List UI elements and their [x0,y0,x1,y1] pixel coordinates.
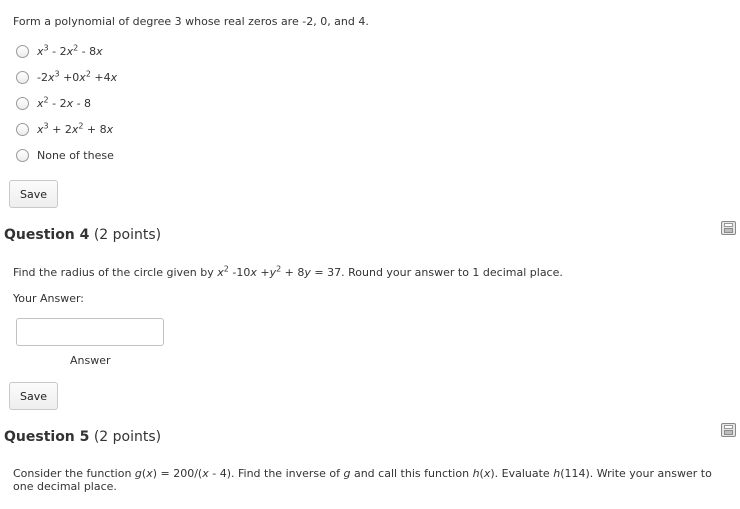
radio-button[interactable] [16,123,29,136]
radio-button[interactable] [16,97,29,110]
radio-button[interactable] [16,45,29,58]
answer-caption: Answer [70,354,111,367]
q3-option-4-label: $x^3 + 2x^2 + 8x$ [37,120,114,136]
q3-option-3[interactable] [16,94,91,112]
radio-button[interactable] [16,149,29,162]
q5-prompt: Consider the function g(x) = 200/(x - 4). Find the inverse of g and call this function h(x). Evaluate h(114). Write your answer to one decimal place. [13,467,712,493]
q3-option-2-label: $-2x^3 +0x^2 +4x$ [37,68,118,84]
q4-heading [4,227,161,243]
q3-save-button[interactable]: Save [9,180,58,208]
floppy-disk-icon[interactable] [721,423,736,437]
q5-title: Question 5 [4,429,90,445]
q3-prompt: Form a polynomial of degree 3 whose real zeros are -2, 0, and 4. [13,15,369,28]
q5-points: (2 points) [93,429,162,445]
q3-option-5-label: None of these [37,148,114,162]
q4-save-button[interactable]: Save [9,382,58,410]
q5-heading [4,429,161,445]
q4-prompt: Find the radius of the circle given by $x^2$ $-10x +y^2 + 8y = 37$. Round your answer to 1 decimal place. [13,264,563,279]
q3-option-3-label: $x^2 - 2x - 8$ [37,94,92,110]
floppy-disk-icon[interactable] [721,221,736,235]
answer-input[interactable] [16,318,164,346]
your-answer-label: Your Answer: [13,292,85,305]
q4-points: (2 points) [93,227,162,243]
q4-title: Question 4 [4,227,90,243]
q3-option-4[interactable] [16,120,113,138]
q3-option-2[interactable] [16,68,117,86]
q3-option-5[interactable] [16,146,114,164]
q3-option-1-label: $x^3 - 2x^2 - 8x$ [37,42,103,58]
q3-option-1[interactable] [16,42,103,60]
radio-button[interactable] [16,71,29,84]
